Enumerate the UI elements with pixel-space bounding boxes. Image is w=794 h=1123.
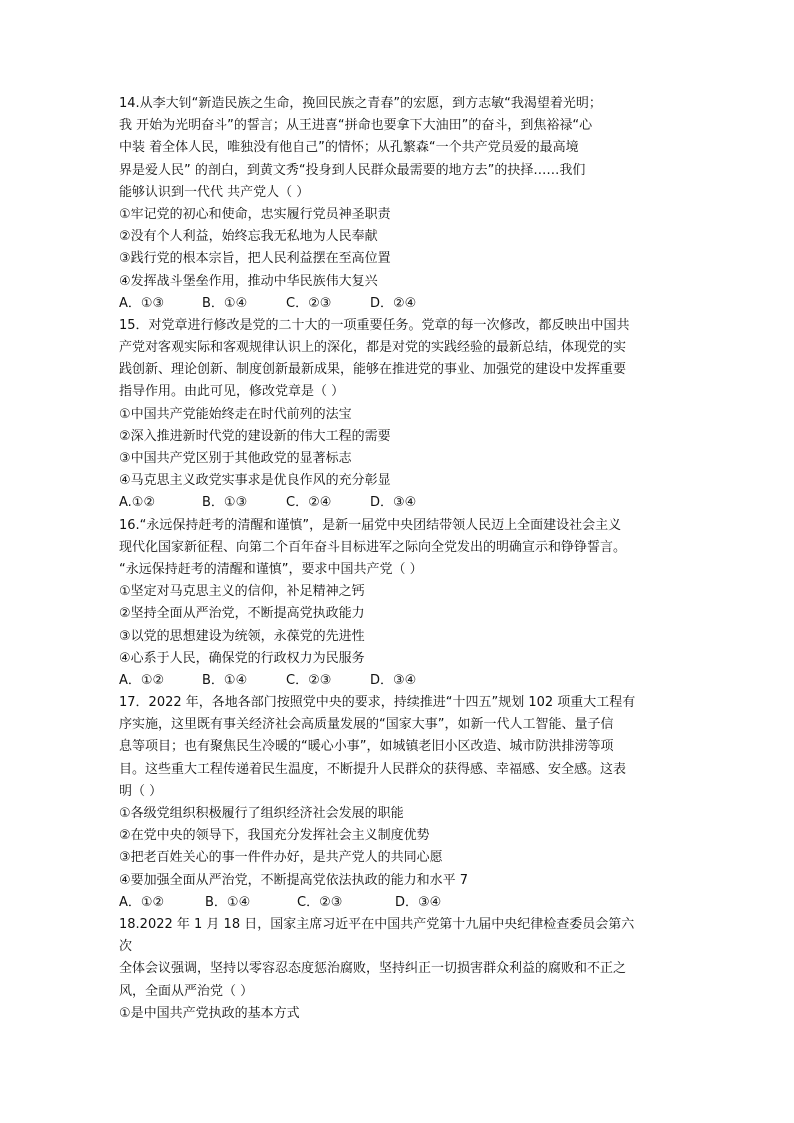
- question-line: 现代化国家新征程、向第二个百年奋斗目标进军之际向全党发出的明确宣示和铮铮誓言。: [119, 539, 627, 555]
- statement-item: ①坚定对马克思主义的信仰，补足精神之钙: [119, 584, 365, 600]
- question-line: 息等项目；也有聚焦民生冷暖的“暖心小事”，如城镇老旧小区改造、城市防洪排涝等项: [119, 739, 614, 755]
- question-line: 能够认识到一代代 共产党人（ ）: [119, 184, 310, 200]
- statement-item: ④要加强全面从严治党，不断提高党依法执政的能力和水平 7: [119, 872, 469, 888]
- option-b: B．①④: [205, 894, 251, 910]
- option-a: A．①②: [119, 894, 165, 910]
- statement-item: ②没有个人利益，始终忘我无私地为人民奉献: [119, 229, 378, 245]
- question-line: 全体会议强调，坚持以零容忍态度惩治腐败，坚持纠正一切损害群众利益的腐败和不正之: [119, 961, 627, 977]
- question-17: [119, 692, 734, 914]
- option-b: B．①④: [202, 672, 248, 688]
- question-16: [119, 515, 734, 693]
- question-15: [119, 315, 734, 515]
- option-d: D．②④: [370, 295, 417, 311]
- statement-item: ④发挥战斗堡垒作用，推动中华民族伟大复兴: [119, 273, 378, 289]
- option-c: C．②③: [286, 295, 332, 311]
- option-c: C．②③: [286, 672, 332, 688]
- question-line: 15．对党章进行修改是党的二十大的一项重要任务。党章的每一次修改，都反映出中国共: [119, 317, 630, 333]
- option-d: D．③④: [395, 894, 442, 910]
- statement-item: ④心系于人民，确保党的行政权力为民服务: [119, 650, 365, 666]
- question-line: 明（ ）: [119, 783, 163, 799]
- option-d: D．③④: [370, 672, 417, 688]
- question-18: [119, 914, 734, 1025]
- statement-item: ①中国共产党能始终走在时代前列的法宝: [119, 406, 352, 422]
- statement-item: ①各级党组织积极履行了组织经济社会发展的职能: [119, 806, 404, 821]
- answer-options: [119, 293, 734, 315]
- question-line: 中装 着全体人民，唯独没有他自己”的情怀；从孔繁森“一个共产党员爱的最高境: [119, 140, 579, 156]
- question-line: 界是爱人民” 的剖白，到黄文秀“投身到人民群众最需要的地方去”的抉择……我们: [119, 162, 586, 178]
- option-c: C．②④: [286, 495, 332, 511]
- statement-item: ②坚持全面从严治党，不断提高党执政能力: [119, 606, 365, 622]
- question-line: 序实施，这里既有事关经济社会高质量发展的“国家大事”，如新一代人工智能、量子信: [119, 717, 614, 733]
- question-line: 指导作用。由此可见，修改党章是（ ）: [119, 384, 345, 400]
- question-line: 次: [119, 939, 133, 955]
- question-line: 18.2022 年 1 月 18 日，国家主席习近平在中国共产党第十九届中央纪律检查委员会第六: [119, 916, 635, 932]
- question-line: 14.从李大钊“新造民族之生命，挽回民族之青春”的宏愿，到方志敏“我渴望着光明；: [119, 96, 602, 111]
- option-d: D．③④: [370, 495, 417, 511]
- option-a: A.①②: [119, 495, 156, 511]
- question-line: 目。这些重大工程传递着民生温度，不断提升人民群众的获得感、幸福感、安全感。这表: [119, 761, 627, 777]
- question-line: 践创新、理论创新、制度创新最新成果，能够在推进党的事业、加强党的建设中发挥重要: [119, 362, 627, 378]
- option-a: A．①③: [119, 295, 165, 311]
- answer-options: [119, 892, 734, 914]
- statement-item: ③以党的思想建设为统领，永葆党的先进性: [119, 628, 365, 644]
- question-line: “永远保持赶考的清醒和谨慎”，要求中国共产党（ ）: [119, 561, 423, 577]
- option-c: C．②③: [297, 894, 343, 910]
- question-line: 17．2022 年，各地各部门按照党中央的要求，持续推进“十四五”规划 102 项重大工程有: [119, 695, 636, 711]
- statement-item: ②在党中央的领导下，我国充分发挥社会主义制度优势: [119, 828, 430, 844]
- question-line: 风，全面从严治党（ ）: [119, 983, 254, 999]
- option-a: A．①②: [119, 672, 165, 688]
- statement-item: ③中国共产党区别于其他政党的显著标志: [119, 451, 352, 466]
- question-line: 16.“永远保持赶考的清醒和谨慎”，是新一届党中央团结带领人民迈上全面建设社会主义: [119, 517, 622, 533]
- option-b: B．①④: [202, 295, 248, 311]
- statement-item: ③践行党的根本宗旨，把人民利益摆在至高位置: [119, 251, 391, 267]
- answer-options: [119, 492, 734, 514]
- question-line: 产党对客观实际和客观规律认识上的深化，都是对党的实践经验的最新总结，体现党的实: [119, 340, 627, 356]
- statement-item: ①是中国共产党执政的基本方式: [119, 1005, 300, 1021]
- statement-item: ③把老百姓关心的事一件件办好，是共产党人的共同心愿: [119, 850, 443, 866]
- answer-options: [119, 670, 734, 692]
- statement-item: ②深入推进新时代党的建设新的伟大工程的需要: [119, 428, 391, 444]
- statement-item: ④马克思主义政党实事求是优良作风的充分彰显: [119, 473, 391, 489]
- option-b: B．①③: [202, 495, 248, 511]
- question-line: 我 开始为光明奋斗”的誓言；从王进喜“拼命也要拿下大油田”的奋斗，到焦裕禄“心: [119, 118, 593, 134]
- statement-item: ①牢记党的初心和使命，忠实履行党员神圣职责: [119, 206, 391, 222]
- question-14: [119, 93, 734, 315]
